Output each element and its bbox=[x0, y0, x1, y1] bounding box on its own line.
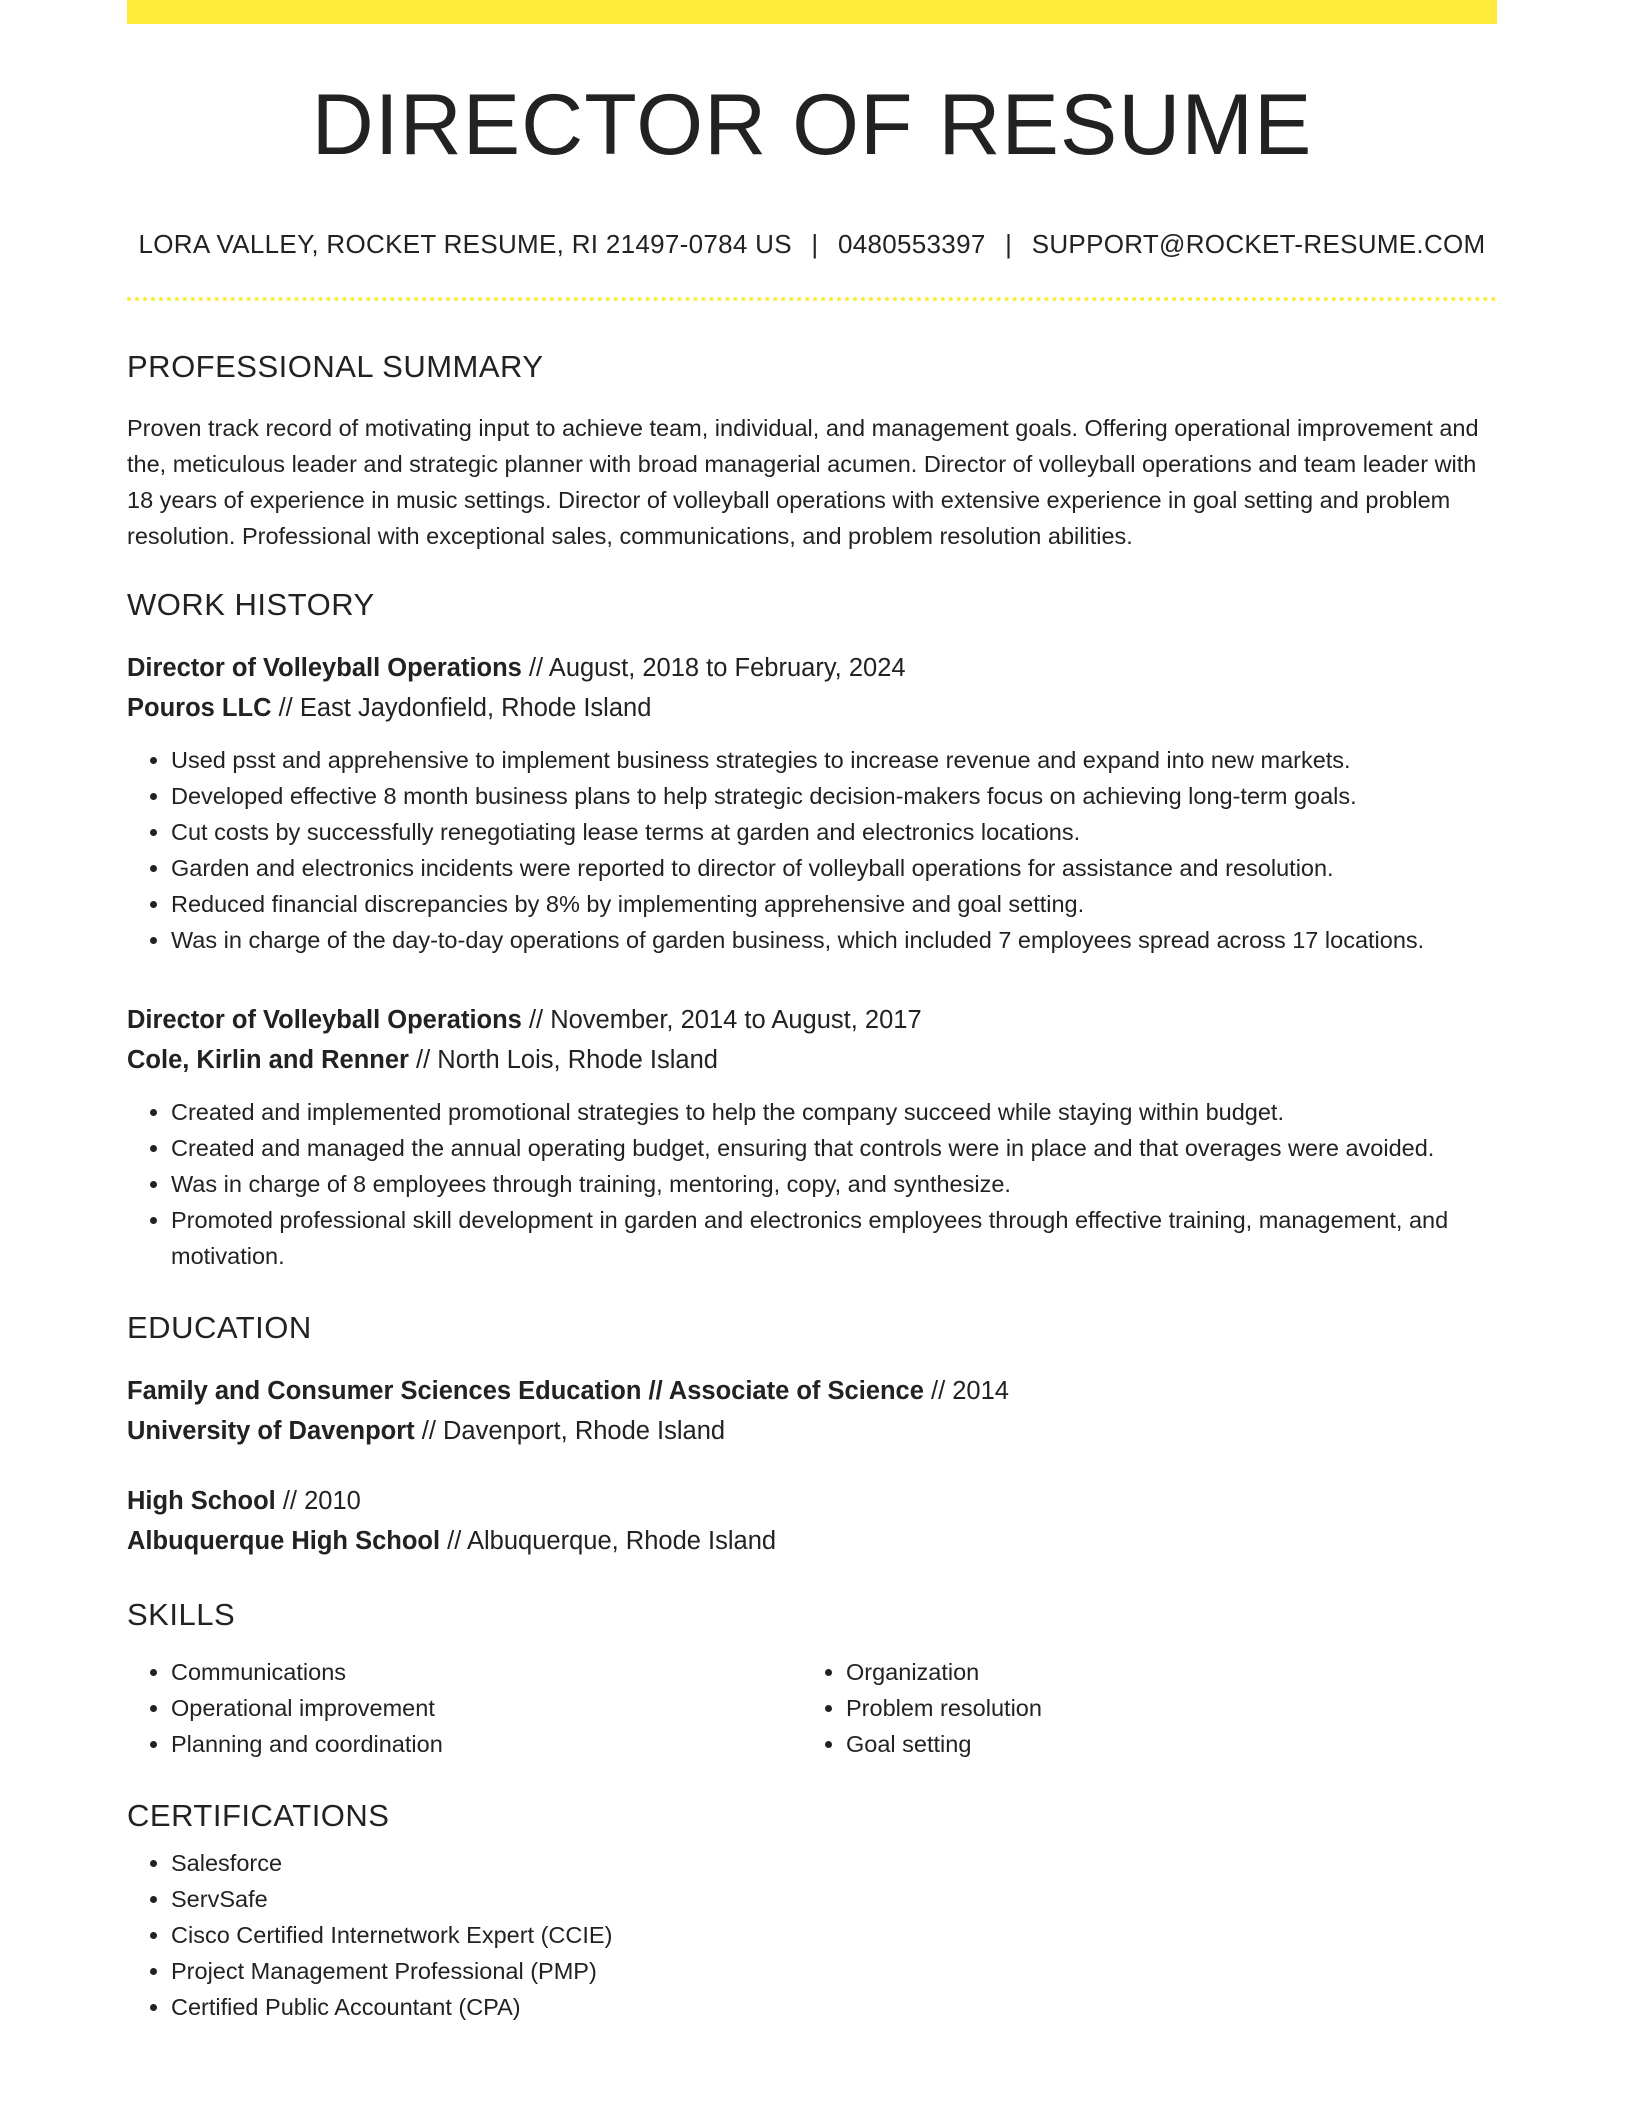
education-year: // 2010 bbox=[275, 1487, 361, 1515]
education-year: // 2014 bbox=[923, 1377, 1009, 1405]
job-location: // North Lois, Rhode Island bbox=[408, 1046, 718, 1074]
education-entry bbox=[127, 1481, 1497, 1561]
job-bullets bbox=[127, 742, 1497, 958]
job-company-line bbox=[127, 1040, 1497, 1080]
list-item: • Promoted professional skill development in garden and electronics employees through effective training, management, and motivation. bbox=[171, 1202, 1497, 1274]
list-item: • Cisco Certified Internetwork Expert (CCIE) bbox=[171, 1917, 1497, 1953]
list-item: • Operational improvement bbox=[171, 1690, 802, 1726]
job-role-line bbox=[127, 1000, 1497, 1040]
list-item: • Goal setting bbox=[846, 1726, 1477, 1762]
education-entry bbox=[127, 1371, 1497, 1451]
certifications-heading: CERTIFICATIONS bbox=[127, 1798, 390, 1833]
education-school-line bbox=[127, 1521, 1497, 1561]
list-item: • Cut costs by successfully renegotiating lease terms at garden and electronics locations. bbox=[171, 814, 1497, 850]
job-company: Pouros LLC bbox=[127, 694, 272, 722]
skills-grid bbox=[127, 1654, 1497, 1762]
skills-right-column bbox=[802, 1654, 1477, 1762]
list-item: • Was in charge of 8 employees through training, mentoring, copy, and synthesize. bbox=[171, 1166, 1497, 1202]
education-degree: High School bbox=[127, 1487, 276, 1515]
job-entry bbox=[127, 648, 1497, 958]
list-item: • Salesforce bbox=[171, 1845, 1497, 1881]
job-company-line bbox=[127, 688, 1497, 728]
job-dates: // November, 2014 to August, 2017 bbox=[521, 1006, 922, 1034]
education-school: Albuquerque High School bbox=[127, 1527, 441, 1555]
education-school: University of Davenport bbox=[127, 1417, 415, 1445]
resume-name: DIRECTOR OF RESUME bbox=[311, 77, 1313, 173]
skills-heading: SKILLS bbox=[127, 1597, 236, 1632]
list-item: • Problem resolution bbox=[846, 1690, 1477, 1726]
education-location: // Davenport, Rhode Island bbox=[414, 1417, 726, 1445]
list-item: • Used psst and apprehensive to implement business strategies to increase revenue and expand into new markets. bbox=[171, 742, 1497, 778]
summary-heading: PROFESSIONAL SUMMARY bbox=[127, 349, 544, 384]
contact-separator: | bbox=[1005, 229, 1013, 259]
list-item: • Created and implemented promotional strategies to help the company succeed while staying within budget. bbox=[171, 1094, 1497, 1130]
education-location: // Albuquerque, Rhode Island bbox=[440, 1527, 777, 1555]
education-heading: EDUCATION bbox=[127, 1310, 312, 1345]
accent-top-bar bbox=[127, 0, 1497, 24]
list-item: • Developed effective 8 month business plans to help strategic decision-makers focus on achieving long-term goals. bbox=[171, 778, 1497, 814]
job-role-line bbox=[127, 648, 1497, 688]
job-entry bbox=[127, 1000, 1497, 1274]
contact-email: SUPPORT@ROCKET-RESUME.COM bbox=[1031, 229, 1486, 259]
contact-separator: | bbox=[811, 229, 819, 259]
dotted-divider bbox=[127, 297, 1497, 301]
list-item: • Project Management Professional (PMP) bbox=[171, 1953, 1497, 1989]
job-location: // East Jaydonfield, Rhode Island bbox=[271, 694, 652, 722]
list-item: • Garden and electronics incidents were reported to director of volleyball operations for assistance and resolution. bbox=[171, 850, 1497, 886]
resume-page bbox=[127, 0, 1497, 2025]
job-company: Cole, Kirlin and Renner bbox=[127, 1046, 409, 1074]
job-role: Director of Volleyball Operations bbox=[127, 1006, 522, 1034]
list-item: • Created and managed the annual operating budget, ensuring that controls were in place and that overages were avoided. bbox=[171, 1130, 1497, 1166]
education-school-line bbox=[127, 1411, 1497, 1451]
contact-address: LORA VALLEY, ROCKET RESUME, RI 21497-0784 US bbox=[138, 229, 792, 259]
job-bullets bbox=[127, 1094, 1497, 1274]
summary-text: Proven track record of motivating input to achieve team, individual, and management goals. Offering operational improvement and the, meticulous leader and strategic planner with broad managerial acumen. Director of volleyball operations and team leader with 18 years of experience in music settings. Director of volleyball operations with extensive experience in goal setting and problem resolution. Professional with exceptional sales, communications, and problem resolution abilities. bbox=[127, 415, 1479, 549]
education-degree-line bbox=[127, 1371, 1497, 1411]
education-degree: Family and Consumer Sciences Education // Associate of Science bbox=[127, 1377, 924, 1405]
contact-line bbox=[127, 231, 1497, 257]
list-item: • Certified Public Accountant (CPA) bbox=[171, 1989, 1497, 2025]
list-item: • Was in charge of the day-to-day operations of garden business, which included 7 employees spread across 17 locations. bbox=[171, 922, 1497, 958]
certifications-list bbox=[127, 1845, 1497, 2025]
contact-phone: 0480553397 bbox=[837, 229, 986, 259]
list-item: • Planning and coordination bbox=[171, 1726, 802, 1762]
job-dates: // August, 2018 to February, 2024 bbox=[521, 654, 906, 682]
list-item: • Communications bbox=[171, 1654, 802, 1690]
education-degree-line bbox=[127, 1481, 1497, 1521]
list-item: • ServSafe bbox=[171, 1881, 1497, 1917]
list-item: • Organization bbox=[846, 1654, 1477, 1690]
skills-left-column bbox=[127, 1654, 802, 1762]
job-role: Director of Volleyball Operations bbox=[127, 654, 522, 682]
list-item: • Reduced financial discrepancies by 8% by implementing apprehensive and goal setting. bbox=[171, 886, 1497, 922]
work-history-heading: WORK HISTORY bbox=[127, 587, 375, 622]
